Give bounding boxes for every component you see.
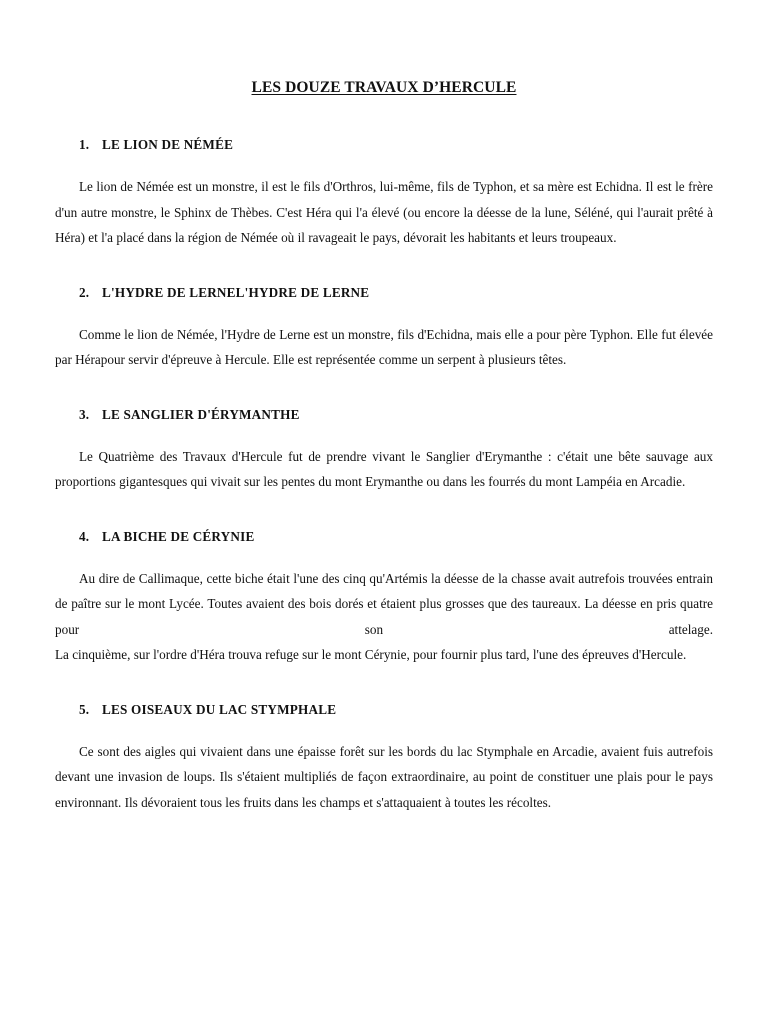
section-number: 1. xyxy=(79,137,90,152)
section-number: 2. xyxy=(79,284,90,300)
section-oiseaux-du-lac-stymphale xyxy=(55,702,713,816)
section-number: 4. xyxy=(79,528,90,544)
section-body xyxy=(55,174,713,251)
section-heading xyxy=(79,137,713,153)
section-heading xyxy=(79,285,713,301)
section-sanglier-d-erymanthe xyxy=(55,407,713,495)
section-biche-de-cerynie xyxy=(55,529,713,668)
section-body xyxy=(55,322,713,373)
paragraph: Le lion de Némée est un monstre, il est le fils d'Orthros, lui-même, fils de Typhon, et sa mère est Echidna. Il est le frère d'un autre monstre, le Sphinx de Thèbes. C'est Héra qui l'a élevé (ou encore la déesse de la lune, Séléné, qui l'aurait prêté à Héra) et l'a placé dans la région de Némée où il ravageait le pays, dévorait les habitants et leurs troupeaux. xyxy=(55,179,713,245)
section-heading xyxy=(79,529,713,545)
paragraph: Au dire de Callimaque, cette biche était l'une des cinq qu'Artémis la déesse de la chasse avait autrefois trouvées entrain de paître sur le mont Lycée. Toutes avaient des bois dorés et étaient plus grosses que des taureaux. La déesse en pris quatre pour son attelage. xyxy=(55,570,713,637)
section-heading xyxy=(79,407,713,423)
document-title: LES DOUZE TRAVAUX D’HERCULE xyxy=(251,79,517,96)
section-number: 3. xyxy=(79,406,90,422)
paragraph: La cinquième, sur l'ordre d'Héra trouva refuge sur le mont Cérynie, pour fournir plus tard, l'une des épreuves d'Hercule. xyxy=(55,647,687,662)
section-title: L'HYDRE DE LERNEL'HYDRE DE LERNE xyxy=(102,284,370,300)
paragraph: Ce sont des aigles qui vivaient dans une épaisse forêt sur les bords du lac Stymphale en Arcadie, avaient fuis autrefois devant une invasion de loups. Ils s'étaient multipliés de façon extraordinaire, au point de constituer une plais pour le pays environnant. Ils dévoraient tous les fruits dans les champs et s'attaquaient à toutes les récoltes. xyxy=(55,743,713,810)
section-body xyxy=(55,444,713,495)
section-body xyxy=(55,739,713,816)
section-number: 5. xyxy=(79,701,90,717)
section-lion-de-nemee xyxy=(55,137,713,251)
section-heading xyxy=(79,702,713,718)
section-title: LES OISEAUX DU LAC STYMPHALE xyxy=(102,701,337,717)
section-title: LE LION DE NÉMÉE xyxy=(102,137,234,152)
section-title: LA BICHE DE CÉRYNIE xyxy=(102,528,255,544)
paragraph: Comme le lion de Némée, l'Hydre de Lerne est un monstre, fils d'Echidna, mais elle a pour père Typhon. Elle fut élevée par Hérapour servir d'épreuve à Hercule. Elle est représentée comme un serpent à plusieurs têtes. xyxy=(55,326,713,367)
section-hydre-de-lerne xyxy=(55,285,713,373)
section-title: LE SANGLIER D'ÉRYMANTHE xyxy=(102,406,300,422)
paragraph: Le Quatrième des Travaux d'Hercule fut de prendre vivant le Sanglier d'Erymanthe : c'était une bête sauvage aux proportions gigantesques qui vivait sur les pentes du mont Erymanthe ou dans les fourrés du mont Lampéia en Arcadie. xyxy=(55,448,713,489)
section-body xyxy=(55,566,713,668)
